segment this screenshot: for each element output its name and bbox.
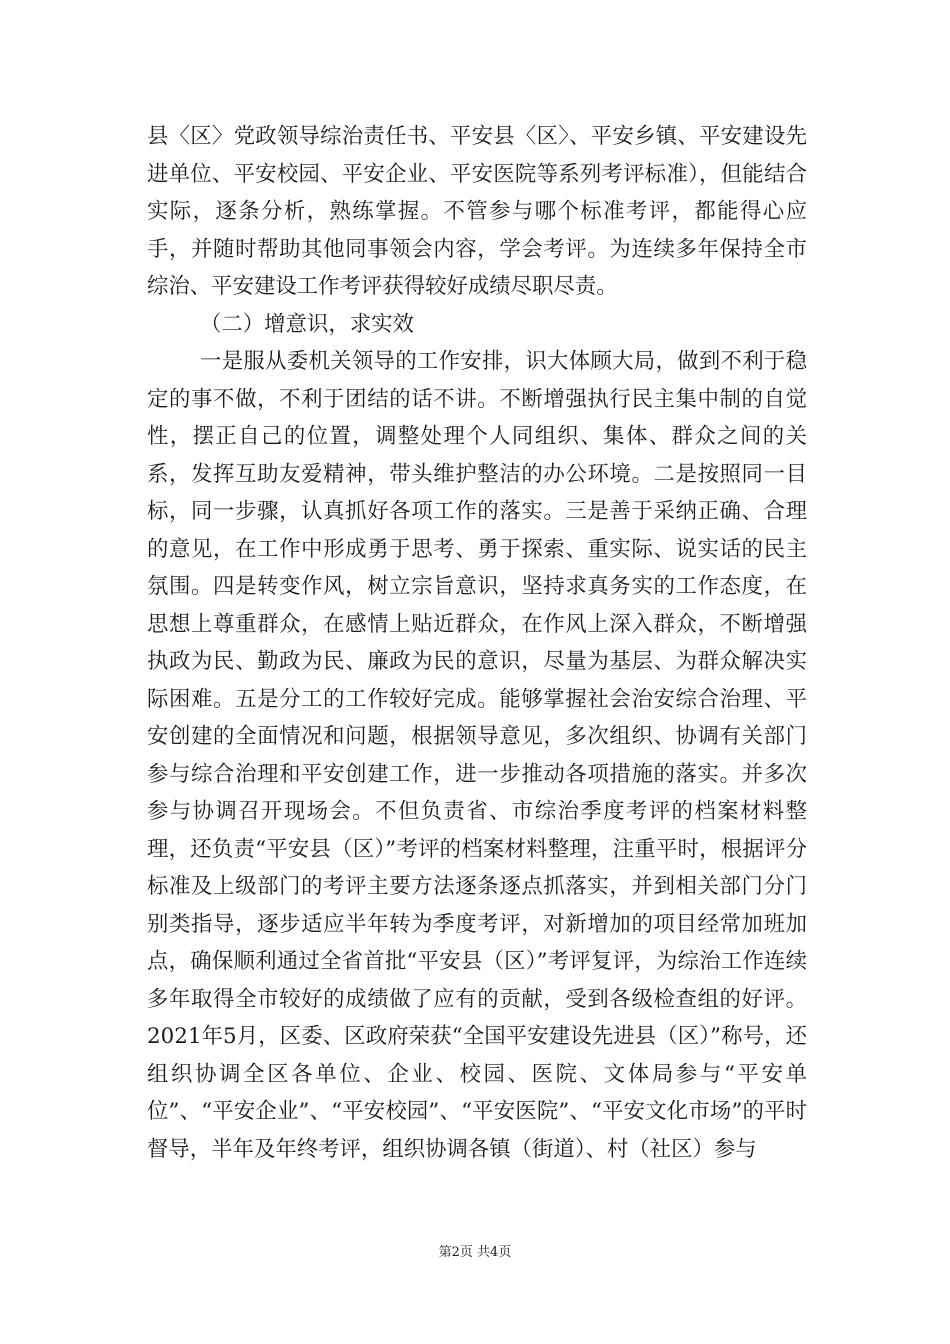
paragraph-main: 一是服从委机关领导的工作安排，识大体顾大局，做到不利于稳定的事不做，不利于团结的话不讲。不断增强执行民主集中制的自觉性，摆正自己的位置，调整处理个人同组织、集体、群众之间的关系，发挥互助友爱精神，带头维护整洁的办公环境。二是按照同一目标，同一步骤，认真抓好各项工作的落实。三是善于采纳正确、合理的意见，在工作中形成勇于思考、勇于探索、重实际、说实话的民主氛围。四是转变作风，树立宗旨意识，坚持求真务实的工作态度，在思想上尊重群众，在感情上贴近群众，在作风上深入群众，不断增强执政为民、勤政为民、廉政为民的意识，尽量为基层、为群众解决实际困难。五是分工的工作较好完成。能够掌握社会治安综合治理、平安创建的全面情况和问题，根据领导意见，多次组织、协调有关部门参与综合治理和平安创建工作，进一步推动各项措施的落实。并多次参与协调召开现场会。不但负责省、市综治季度考评的档案材料整理，还负责“平安县（区）”考评的档案材料整理，注重平时，根据评分标准及上级部门的考评主要方法逐条逐点抓落实，并到相关部门分门别类指导，逐步适应半年转为季度考评，对新增加的项目经常加班加点，确保顺利通过全省首批“平安县（区）”考评复评，为综治工作连续多年取得全市较好的成绩做了应有的贡献，受到各级检查组的好评。2021年5月，区委、区政府荣获“全国平安建设先进县（区）”称号，还组织协调全区各单位、企业、校园、医院、文体局参与“平安单位”、“平安企业”、“平安校园”、“平安医院”、“平安文化市场”的平时督导，半年及年终考评，组织协调各镇（街道）、村（社区）参与 bbox=[147, 349, 807, 1162]
section-heading: （二）增意识，求实效 bbox=[200, 311, 414, 337]
page-number-footer: 第2页 共4页 bbox=[438, 1245, 512, 1260]
paragraph-continued: 县〈区〉党政领导综治责任书、平安县〈区〉、平安乡镇、平安建设先进单位、平安校园、平安企业、平安医院等系列考评标准），但能结合实际，逐条分析，熟练掌握。不管参与哪个标准考评，都能得心应手，并随时帮助其他同事领会内容，学会考评。为连续多年保持全市综治、平安建设工作考评获得较好成绩尽职尽责。 bbox=[147, 124, 807, 299]
document-body bbox=[147, 118, 807, 1168]
